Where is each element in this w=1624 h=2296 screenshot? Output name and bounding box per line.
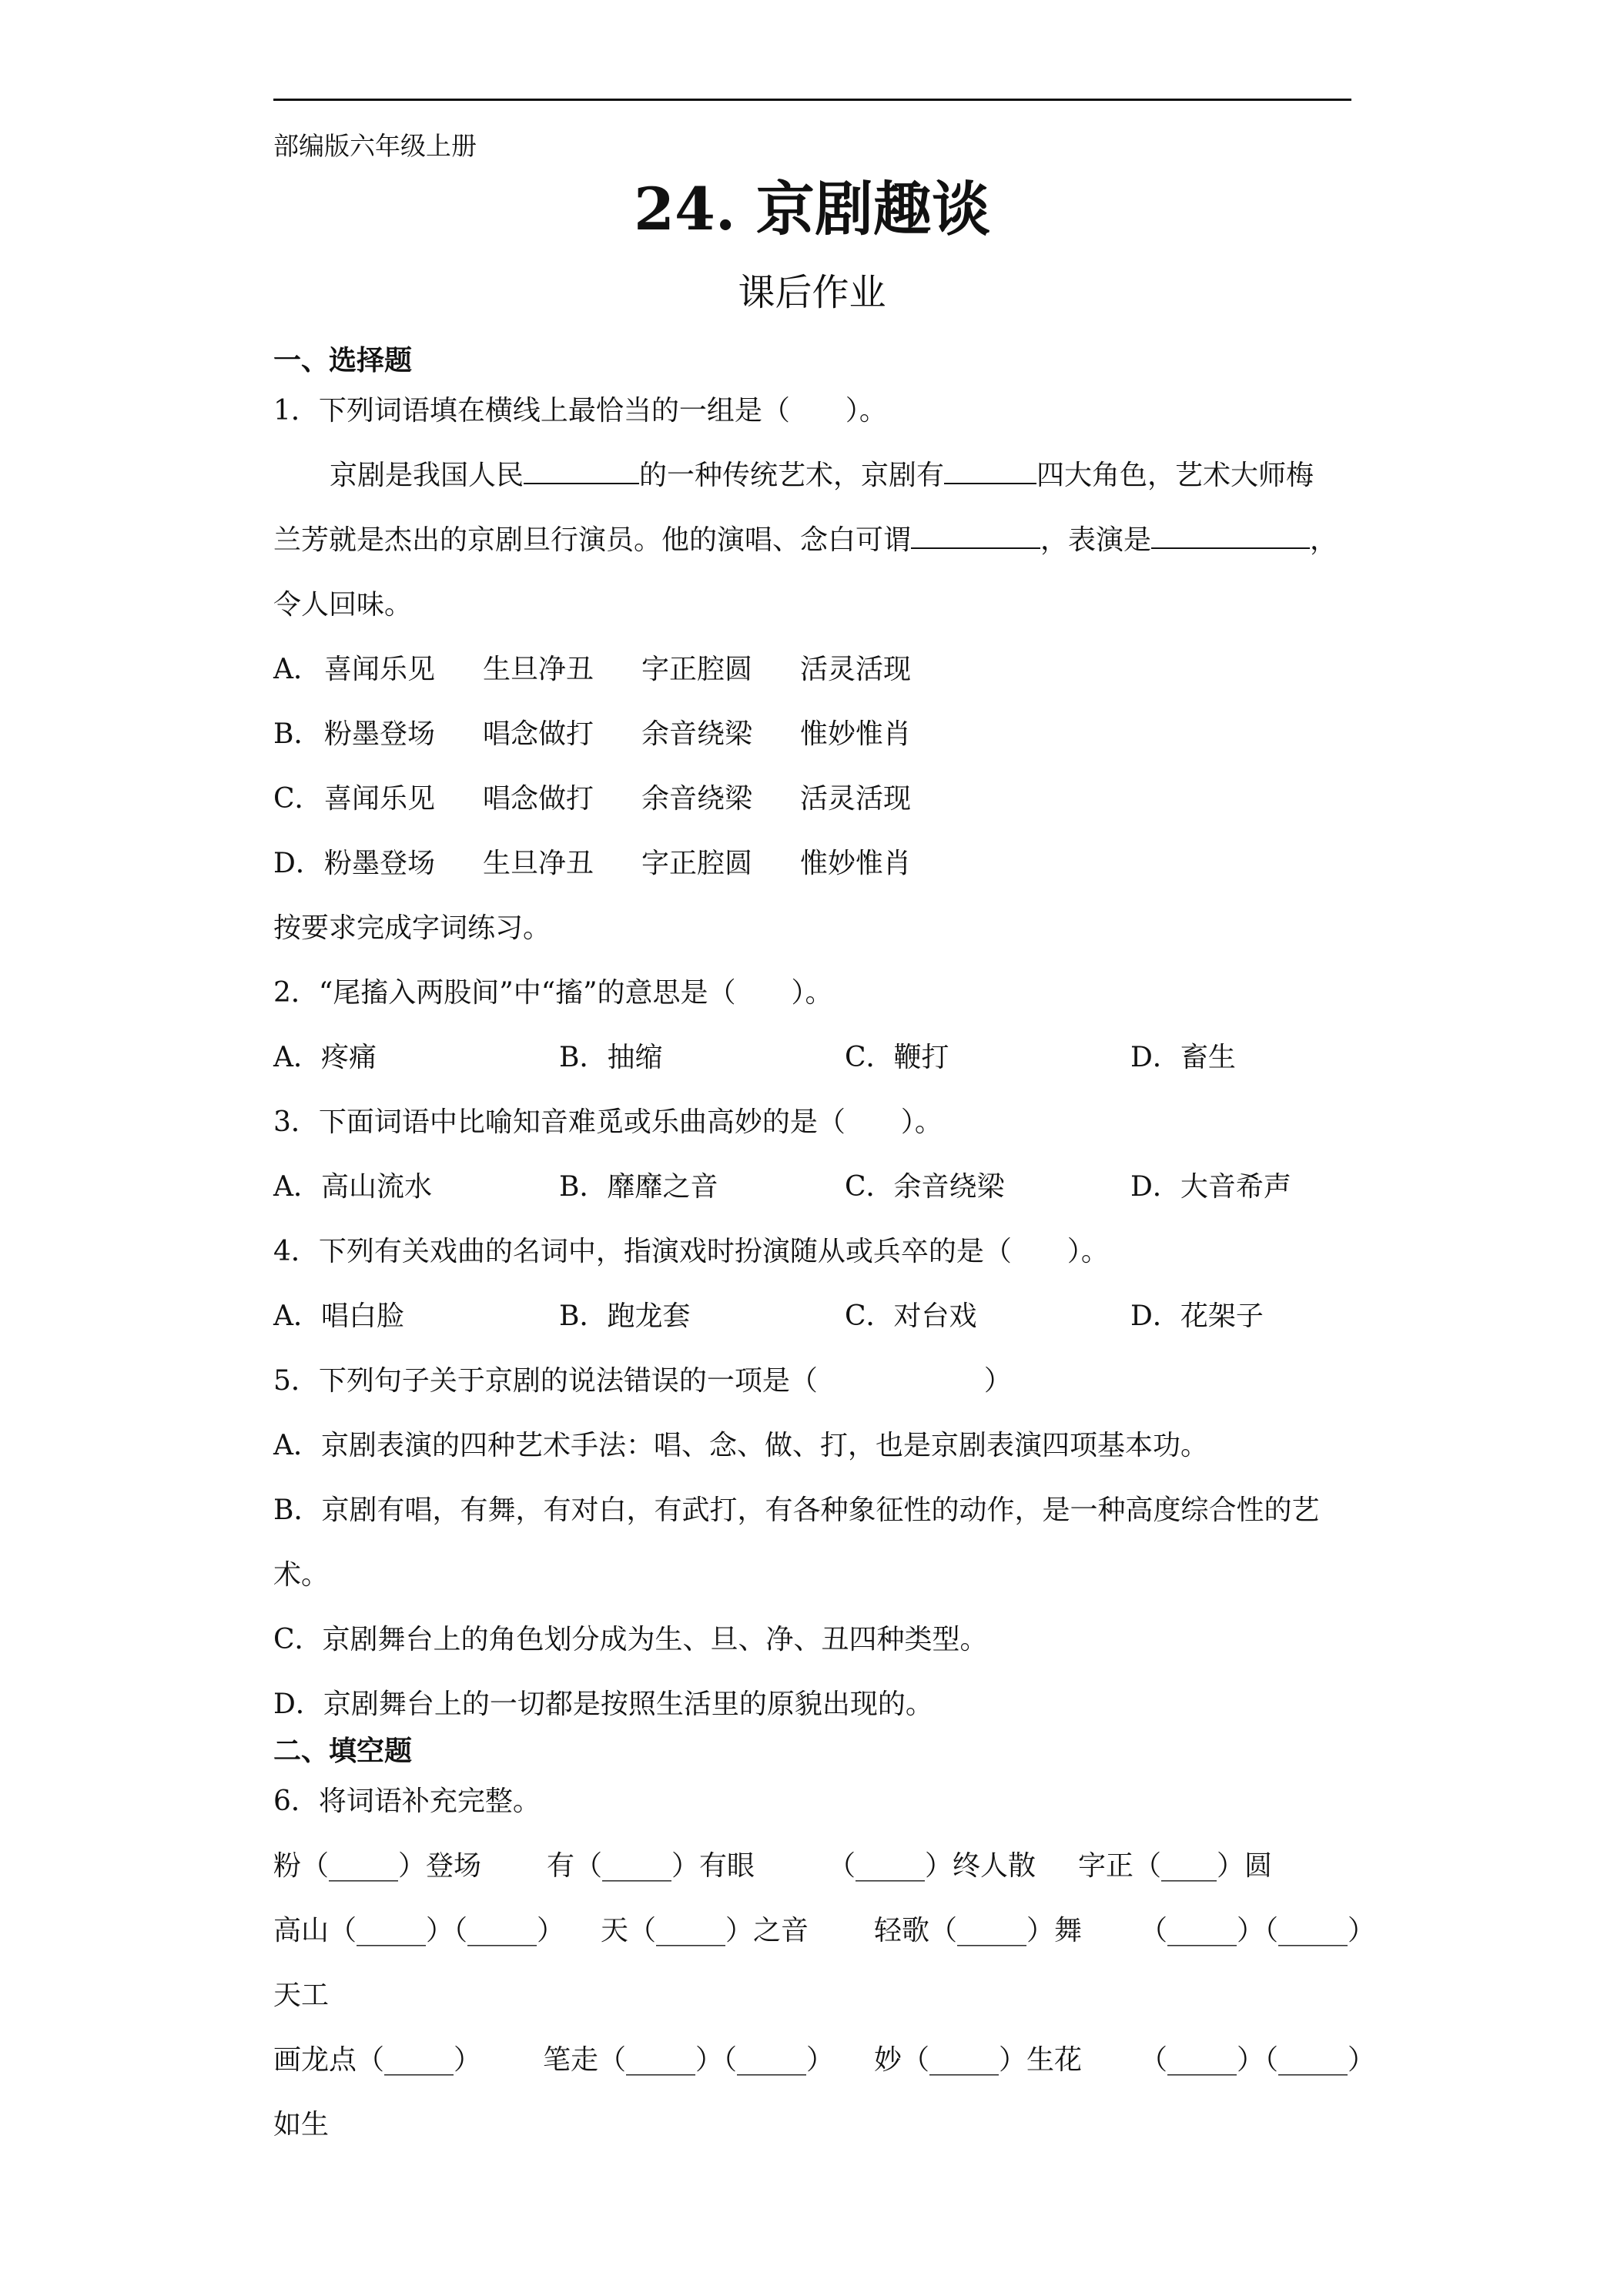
q5-option-b-continued: 术。: [273, 1559, 330, 1591]
q1-option-d-word: 惟妙惟肖: [800, 848, 912, 879]
q6-idiom[interactable]: （_____）终人散: [828, 1850, 1036, 1882]
fill-blank[interactable]: [911, 524, 1040, 549]
q3-stem: 3．下面词语中比喻知音难觅或乐曲高妙的是（ ）。: [273, 1106, 943, 1138]
q6-idiom[interactable]: 天（_____）之音: [601, 1915, 809, 1946]
q1-option-c-word: 余音绕梁: [641, 783, 753, 815]
q1-passage-text: 的一种传统艺术，京剧有: [639, 460, 945, 491]
q2-option-a[interactable]: A．疼痛: [273, 1042, 377, 1073]
q5-option-a[interactable]: A．京剧表演的四种艺术手法：唱、念、做、打，也是京剧表演四项基本功。: [273, 1430, 1208, 1461]
fill-blank[interactable]: [944, 460, 1036, 484]
q6-idiom-tail: 如生: [273, 2109, 330, 2140]
q6-idiom[interactable]: 粉（_____）登场: [273, 1850, 482, 1882]
q5-stem: 5．下列句子关于京剧的说法错误的一项是（ ）: [273, 1365, 1012, 1397]
q1-option-d-word: 字正腔圆: [641, 848, 753, 879]
q2-option-c[interactable]: C．鞭打: [845, 1042, 949, 1073]
q3-option-c[interactable]: C．余音绕梁: [845, 1171, 1005, 1203]
q1-passage-text: ，表演是: [1040, 524, 1152, 556]
q1-option-c-label[interactable]: C．: [273, 783, 323, 815]
q1-option-a-word: 生旦净丑: [483, 654, 594, 685]
q1-option-a-word: 喜闻乐见: [324, 654, 436, 685]
header-label: 部编版六年级上册: [273, 131, 477, 161]
q6-idiom[interactable]: 有（_____）有眼: [547, 1850, 755, 1882]
q1-option-b-word: 粉墨登场: [324, 718, 436, 750]
q1-passage-text: 兰芳就是杰出的京剧旦行演员。他的演唱、念白可谓: [273, 524, 912, 556]
q6-idiom[interactable]: 画龙点（_____）: [273, 2044, 482, 2076]
q6-idiom-tail: 天工: [273, 1980, 330, 2011]
header-rule: [273, 99, 1351, 101]
q4-option-c[interactable]: C．对台戏: [845, 1300, 977, 1332]
q6-idiom[interactable]: （_____）（_____）: [1140, 2044, 1376, 2076]
q1-option-d-word: 生旦净丑: [483, 848, 594, 879]
q1-option-d-label[interactable]: D．: [273, 848, 323, 879]
q1-option-b-label[interactable]: B．: [273, 718, 322, 750]
section-heading-fill: 二、填空题: [273, 1735, 413, 1767]
q3-option-a[interactable]: A．高山流水: [273, 1171, 432, 1203]
q1-passage-text: 京剧是我国人民: [330, 460, 524, 491]
q1-passage-text: ，: [1310, 524, 1338, 556]
q3-option-b[interactable]: B．靡靡之音: [559, 1171, 718, 1203]
q6-idiom[interactable]: 妙（_____）生花: [874, 2044, 1083, 2076]
q6-idiom[interactable]: 笔走（_____）（_____）: [543, 2044, 835, 2076]
q4-option-d[interactable]: D．花架子: [1130, 1300, 1264, 1332]
q1-passage-line2: [273, 524, 1338, 557]
section-heading-choice: 一、选择题: [273, 344, 413, 377]
q1-option-a-label[interactable]: A．: [273, 654, 321, 685]
q1-option-c-word: 喜闻乐见: [324, 783, 436, 815]
q1-option-a-word: 活灵活现: [800, 654, 912, 685]
q4-stem: 4．下列有关戏曲的名词中，指演戏时扮演随从或兵卒的是（ ）。: [273, 1236, 1109, 1267]
q2-stem: 2．“尾搐入两股间”中“搐”的意思是（ ）。: [273, 977, 833, 1009]
q1-option-b-word: 惟妙惟肖: [800, 718, 912, 750]
q4-option-b[interactable]: B．跑龙套: [559, 1300, 691, 1332]
q1-option-a-word: 字正腔圆: [641, 654, 753, 685]
q6-idiom[interactable]: 字正（____）圆: [1078, 1850, 1273, 1882]
fill-blank[interactable]: [1151, 524, 1310, 549]
q6-idiom[interactable]: （_____）（_____）: [1140, 1915, 1376, 1946]
q1-option-c-word: 唱念做打: [483, 783, 594, 815]
q6-idiom[interactable]: 高山（_____）（_____）: [273, 1915, 565, 1946]
q5-option-b[interactable]: B．京剧有唱，有舞，有对白，有武打，有各种象征性的动作，是一种高度综合性的艺: [273, 1494, 1320, 1526]
q1-stem: 1．下列词语填在横线上最恰当的一组是（ ）。: [273, 395, 887, 427]
q1-option-c-word: 活灵活现: [800, 783, 912, 815]
q2-option-b[interactable]: B．抽缩: [559, 1042, 663, 1073]
q2-option-d[interactable]: D．畜生: [1130, 1042, 1236, 1073]
q5-option-c[interactable]: C．京剧舞台上的角色划分成为生、旦、净、丑四种类型。: [273, 1624, 988, 1655]
page-subtitle: 课后作业: [738, 271, 886, 314]
q4-option-a[interactable]: A．唱白脸: [273, 1300, 404, 1332]
q1-passage-line3: 令人回味。: [273, 589, 413, 621]
q5-option-d[interactable]: D．京剧舞台上的一切都是按照生活里的原貌出现的。: [273, 1689, 933, 1720]
q1-option-d-word: 粉墨登场: [324, 848, 436, 879]
q1-passage-line1: [330, 459, 1314, 493]
q6-stem: 6．将词语补充完整。: [273, 1786, 541, 1817]
q1-option-b-word: 余音绕梁: [641, 718, 753, 750]
fill-blank[interactable]: [524, 460, 639, 484]
q1-passage-text: 四大角色，艺术大师梅: [1036, 460, 1314, 491]
page-title: 24. 京剧趣谈: [634, 175, 990, 243]
instruction-text: 按要求完成字词练习。: [273, 912, 551, 944]
q1-option-b-word: 唱念做打: [483, 718, 594, 750]
q3-option-d[interactable]: D．大音希声: [1130, 1171, 1291, 1203]
q6-idiom[interactable]: 轻歌（_____）舞: [874, 1915, 1083, 1946]
